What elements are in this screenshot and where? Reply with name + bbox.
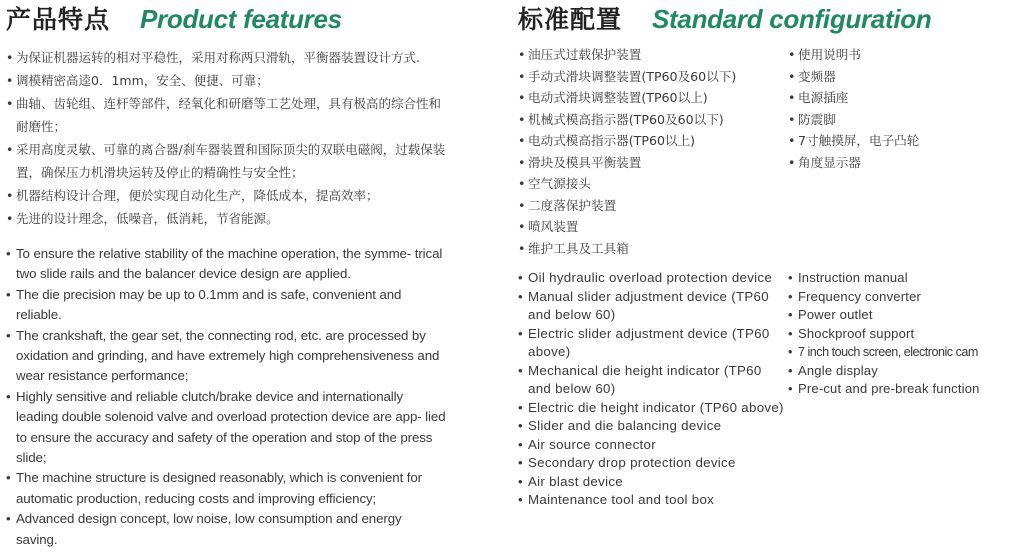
features-item-cn: • 调模精密高逵0．1mm，安全、便捷、可靠； bbox=[6, 69, 446, 92]
config-en-row bbox=[518, 269, 1016, 510]
features-list-en bbox=[6, 244, 446, 550]
features-item-en: • The crankshaft, the gear set, the connecting rod, etc. are processed by oxidation and grinding, and have extremely high comprehensiveness and wear resistance performance; bbox=[6, 326, 446, 387]
product-features-section bbox=[6, 0, 446, 550]
config-item-en: • Secondary drop protection device bbox=[518, 454, 788, 473]
config-item-en: • Instruction manual bbox=[788, 269, 1016, 288]
config-item-en: • Air blast device bbox=[518, 473, 788, 492]
config-item-en: • Angle display bbox=[788, 362, 1016, 381]
config-item-cn: • 滑块及模具平衡装置 bbox=[518, 152, 788, 174]
config-item-cn: • 维护工具及工具箱 bbox=[518, 238, 788, 260]
config-item-cn: • 角度显示器 bbox=[788, 152, 1016, 174]
config-item-cn: • 二度落保护装置 bbox=[518, 195, 788, 217]
config-item-cn: • 机械式模高指示器(TP60及60以下) bbox=[518, 109, 788, 131]
config-item-en: • Slider and die balancing device bbox=[518, 417, 788, 436]
features-item-cn: • 为保证机器运转的相对平稳性，采用对称两只滑轨，平衡器装置设计方式. bbox=[6, 46, 446, 69]
standard-configuration-heading bbox=[518, 0, 1016, 44]
product-features-heading bbox=[6, 0, 446, 44]
features-item-en: • Advanced design concept, low noise, low consumption and energy saving. bbox=[6, 509, 446, 550]
config-list-en-col2 bbox=[788, 269, 1016, 510]
config-list-en-col1 bbox=[518, 269, 788, 510]
config-item-en: • Shockproof support bbox=[788, 325, 1016, 344]
config-item-cn: • 变频器 bbox=[788, 66, 1016, 88]
config-item-en: • Pre-cut and pre-break function bbox=[788, 380, 1016, 399]
config-title-cn: 标准配置 bbox=[518, 5, 623, 34]
config-item-cn: • 电动式滑块调整装置(TP60以上) bbox=[518, 87, 788, 109]
config-item-en: • Mechanical die height indicator (TP60 and below 60) bbox=[518, 362, 788, 399]
features-item-cn: • 机器结构设计合理，便於实现自动化生产，降低成本，提高效率； bbox=[6, 184, 446, 207]
config-list-cn-col2 bbox=[788, 44, 1016, 259]
features-title-en: Product features bbox=[140, 4, 342, 34]
config-item-en: • Oil hydraulic overload protection device bbox=[518, 269, 788, 288]
features-title-cn: 产品特点 bbox=[6, 5, 111, 34]
config-item-en: • Frequency converter bbox=[788, 288, 1016, 307]
config-item-en: • Electric die height indicator (TP60 above) bbox=[518, 399, 788, 418]
config-title-en: Standard configuration bbox=[652, 4, 932, 34]
config-cn-row bbox=[518, 44, 1016, 259]
features-item-cn: • 采用高度灵敏、可靠的离合器/刹车器装置和国际顶尖的双联电磁阀，过载保装置，确保压力机滑块运转及停止的精确性与安全性； bbox=[6, 138, 446, 184]
config-item-en: • Electric slider adjustment device (TP60 above) bbox=[518, 325, 788, 362]
config-item-cn: • 手动式滑块调整装置(TP60及60以下) bbox=[518, 66, 788, 88]
features-list-cn bbox=[6, 46, 446, 230]
config-item-cn: • 防震脚 bbox=[788, 109, 1016, 131]
features-item-cn: • 先进的设计理念，低噪音，低消耗，节省能源。 bbox=[6, 207, 446, 230]
features-item-en: • The machine structure is designed reasonably, which is convenient for automatic production, reducing costs and improving efficiency; bbox=[6, 468, 446, 509]
config-item-cn: • 电源插座 bbox=[788, 87, 1016, 109]
features-item-cn: • 曲轴、齿轮组、连杆等部件，经氧化和研磨等工艺处理，具有极高的综合性和耐磨性； bbox=[6, 92, 446, 138]
features-item-en: • To ensure the relative stability of the machine operation, the symme- trical two slide rails and the balancer device design are applied. bbox=[6, 244, 446, 285]
config-item-en: • Power outlet bbox=[788, 306, 1016, 325]
config-item-en: • Manual slider adjustment device (TP60 and below 60) bbox=[518, 288, 788, 325]
config-item-cn: • 电动式模高指示器(TP60以上) bbox=[518, 130, 788, 152]
config-item-cn: • 油压式过载保护装置 bbox=[518, 44, 788, 66]
config-item-cn: • 喷风装置 bbox=[518, 216, 788, 238]
standard-configuration-section bbox=[518, 0, 1016, 510]
features-item-en: • The die precision may be up to 0.1mm and is safe, convenient and reliable. bbox=[6, 285, 446, 326]
config-item-cn: • 使用说明书 bbox=[788, 44, 1016, 66]
config-item-cn: • 空气源接头 bbox=[518, 173, 788, 195]
config-list-cn-col1 bbox=[518, 44, 788, 259]
config-item-en: • Air source connector bbox=[518, 436, 788, 455]
config-item-cn: • 7寸触摸屏，电子凸轮 bbox=[788, 130, 1016, 152]
config-item-en: • 7 inch touch screen, electronic cam bbox=[788, 343, 1016, 362]
features-item-en: • Highly sensitive and reliable clutch/brake device and internationally leading double solenoid valve and overload protection device are app- lied to ensure the accuracy and safety of the operation and stop of the press slide; bbox=[6, 387, 446, 469]
config-item-en: • Maintenance tool and tool box bbox=[518, 491, 788, 510]
